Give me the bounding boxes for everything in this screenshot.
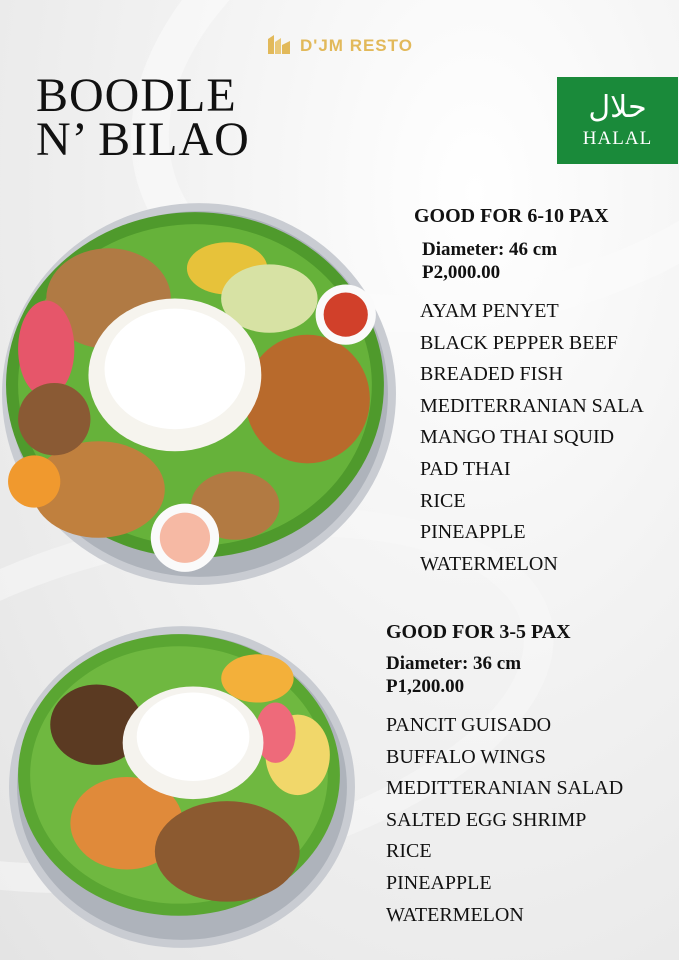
- menu-item: MANGO THAI SQUID: [420, 426, 615, 449]
- package-diameter: Diameter: 36 cm: [386, 653, 522, 674]
- package-heading: GOOD FOR 3-5 PAX: [386, 621, 571, 643]
- large-boodle-platter-image: [0, 188, 400, 590]
- halal-latin-text: HALAL: [582, 128, 653, 149]
- halal-badge: [557, 77, 678, 164]
- menu-item: RICE: [420, 489, 466, 512]
- package-menu-list: [386, 710, 623, 931]
- halal-arabic-text: حلال: [588, 90, 647, 125]
- brand-header: [0, 33, 679, 56]
- package-heading: GOOD FOR 6-10 PAX: [414, 205, 609, 227]
- small-boodle-platter-image: [6, 614, 358, 952]
- package-menu-list: [420, 296, 679, 580]
- title-line-2: N’ BILAO: [36, 113, 250, 166]
- menu-item: WATERMELON: [420, 552, 558, 575]
- menu-item: MEDITERRANIAN SALA: [420, 394, 644, 417]
- package-price: P1,200.00: [386, 676, 465, 697]
- menu-item: BREADED FISH: [420, 363, 563, 386]
- menu-item: BUFFALO WINGS: [386, 745, 546, 768]
- menu-item: PANCIT GUISADO: [386, 714, 552, 736]
- menu-item: RICE: [386, 840, 432, 863]
- menu-item: SALTED EGG SHRIMP: [386, 808, 587, 831]
- menu-item: MEDITTERANIAN SALAD: [386, 777, 624, 800]
- title-line-1: BOODLE: [36, 69, 237, 122]
- brand-name: D'JM RESTO: [300, 36, 413, 55]
- menu-item: PAD THAI: [420, 457, 511, 480]
- package-small: [386, 620, 623, 931]
- menu-item: PINEAPPLE: [420, 521, 526, 544]
- menu-item: BLACK PEPPER BEEF: [420, 331, 618, 354]
- package-diameter: Diameter: 46 cm: [422, 239, 558, 260]
- menu-item: PINEAPPLE: [386, 871, 492, 894]
- page-title: [36, 69, 250, 166]
- building-logo-icon: [266, 33, 292, 55]
- package-price: P2,000.00: [422, 262, 501, 283]
- package-large: [414, 204, 679, 580]
- menu-item: AYAM PENYET: [420, 300, 559, 322]
- menu-item: WATERMELON: [386, 903, 524, 926]
